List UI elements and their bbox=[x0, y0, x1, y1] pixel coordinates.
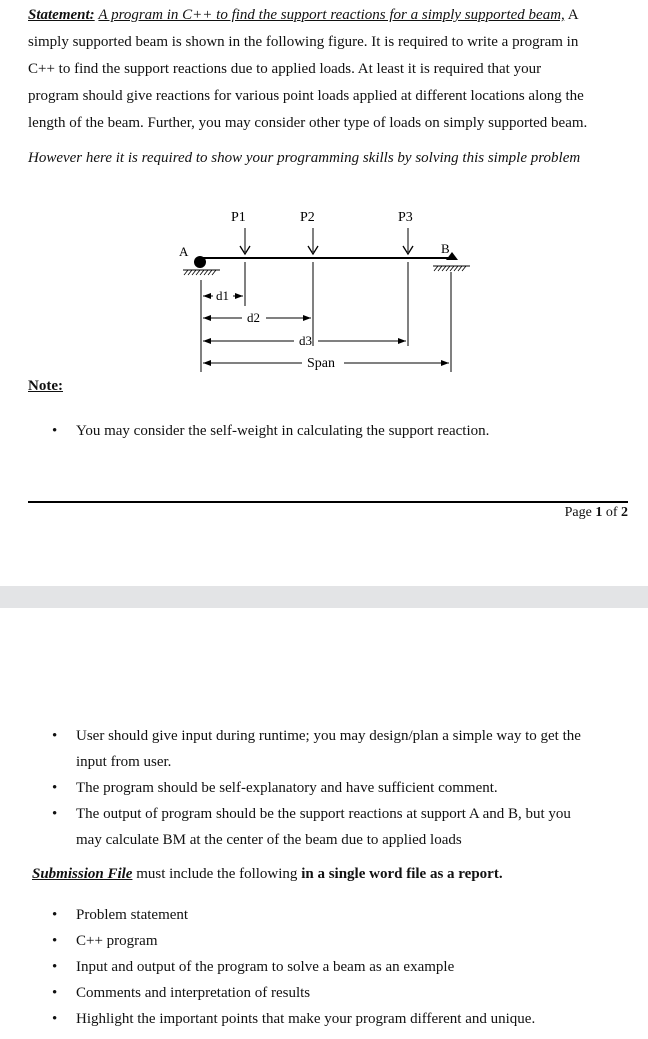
bullet-icon: • bbox=[52, 907, 58, 923]
list-item: • Comments and interpretation of results bbox=[28, 980, 628, 1006]
bullet-icon: • bbox=[52, 985, 58, 1001]
load-arrow-p2 bbox=[308, 228, 318, 254]
submission-bold-text: in a single word file as a report. bbox=[301, 866, 503, 882]
statement-line-4: program should give reactions for various point loads applied at different locations along the bbox=[28, 88, 584, 104]
statement-line-2: simply supported beam is shown in the following figure. It is required to write a program in bbox=[28, 34, 579, 50]
bullet-icon: • bbox=[52, 780, 58, 796]
submission-list bbox=[28, 902, 628, 1032]
bullet-icon: • bbox=[52, 959, 58, 975]
bullet-icon: • bbox=[52, 806, 58, 822]
statement-label: Statement: bbox=[28, 7, 95, 23]
dimension-label-d1: d1 bbox=[216, 288, 229, 303]
note-item-text: You may consider the self-weight in calculating the support reaction. bbox=[76, 423, 490, 439]
list-item-continuation bbox=[28, 827, 628, 853]
note-item bbox=[28, 418, 489, 444]
footer-rule bbox=[28, 501, 628, 503]
requirement-text: may calculate BM at the center of the beam due to applied loads bbox=[76, 832, 462, 848]
page-number: Page 1 of 2 bbox=[564, 505, 628, 520]
list-item: • C++ program bbox=[28, 928, 628, 954]
bullet-icon: • bbox=[52, 728, 58, 744]
load-arrow-p1 bbox=[240, 228, 250, 254]
dimension-label-d2: d2 bbox=[247, 310, 260, 325]
statement-line-3: C++ to find the support reactions due to applied loads. At least it is required that your bbox=[28, 61, 542, 77]
statement-title: A program in C++ to find the support reactions for a simply supported beam, bbox=[98, 7, 565, 23]
bullet-icon: • bbox=[52, 423, 58, 439]
bullet-icon: • bbox=[52, 933, 58, 949]
requirement-text: The output of program should be the support reactions at support A and B, but you bbox=[76, 806, 571, 822]
support-label-a: A bbox=[179, 244, 189, 259]
requirements-list bbox=[28, 723, 628, 853]
load-label-p2: P2 bbox=[300, 210, 315, 225]
dimension-label-span: Span bbox=[307, 356, 335, 371]
support-label-b: B bbox=[441, 241, 450, 256]
list-item bbox=[28, 775, 628, 801]
list-item bbox=[28, 801, 628, 827]
statement-italic-line: However here it is required to show your programming skills by solving this simple problem bbox=[28, 150, 581, 166]
submission-label: Submission File bbox=[32, 866, 133, 882]
submission-line: Submission File must include the following in a single word file as a report. bbox=[32, 866, 503, 882]
dimension-label-d3: d3 bbox=[299, 333, 312, 348]
load-label-p1: P1 bbox=[231, 210, 246, 225]
list-item bbox=[28, 723, 628, 749]
list-item: • Input and output of the program to solve a beam as an example bbox=[28, 954, 628, 980]
list-item: • Problem statement bbox=[28, 902, 628, 928]
note-list bbox=[28, 418, 489, 444]
load-arrow-p3 bbox=[403, 228, 413, 254]
requirement-text: input from user. bbox=[76, 754, 172, 770]
statement-line-5: length of the beam. Further, you may consider other type of loads on simply supported beam. bbox=[28, 115, 588, 131]
requirement-text: User should give input during runtime; you may design/plan a simple way to get the bbox=[76, 728, 581, 744]
list-item-continuation bbox=[28, 749, 628, 775]
load-label-p3: P3 bbox=[398, 210, 413, 225]
list-item: • Highlight the important points that make your program different and unique. bbox=[28, 1006, 628, 1032]
statement-line1-tail: A bbox=[564, 7, 579, 23]
beam-figure bbox=[0, 0, 648, 380]
page-separator bbox=[0, 586, 648, 608]
requirement-text: The program should be self-explanatory and have sufficient comment. bbox=[76, 780, 498, 796]
note-title: Note: bbox=[28, 378, 63, 394]
bullet-icon: • bbox=[52, 1011, 58, 1027]
support-b-roller bbox=[433, 252, 470, 271]
